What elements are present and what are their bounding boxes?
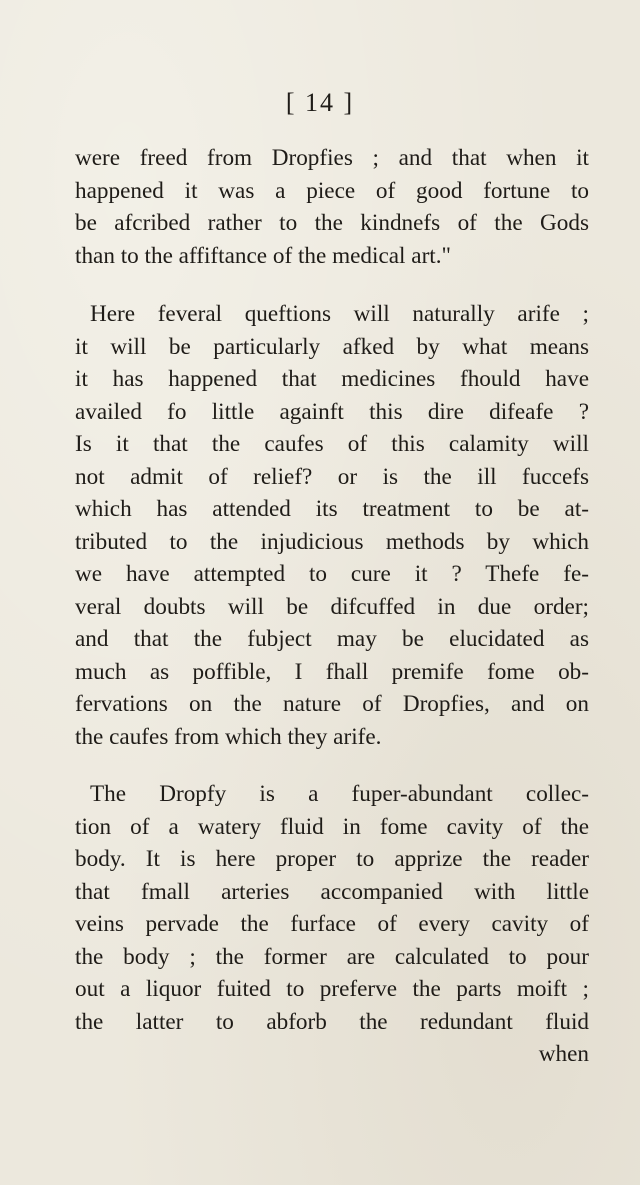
text-line: body. It is here proper to apprize the reader bbox=[75, 846, 589, 872]
text-line: it has happened that medicines fhould have bbox=[75, 366, 589, 392]
text-line: the caufes from which they arife. bbox=[75, 723, 382, 750]
text-line: the latter to abforb the redundant fluid bbox=[75, 1008, 589, 1035]
text-line: and that the fubject may be elucidated as bbox=[75, 626, 589, 652]
page-number: [ 14 ] bbox=[285, 88, 355, 117]
text-line: be afcribed rather to the kindnefs of the Gods bbox=[75, 210, 589, 236]
text-line: happened it was a piece of good fortune to bbox=[75, 177, 589, 204]
text-line: much as poffible, I fhall premife fome ob- bbox=[75, 658, 589, 685]
text-line: than to the affiftance of the medical art." bbox=[75, 242, 452, 269]
catchword: when bbox=[538, 1041, 589, 1067]
text-line: out a liquor fuited to preferve the parts moift ; bbox=[75, 976, 589, 1002]
text-line: Here feveral queftions will naturally arife ; bbox=[90, 301, 589, 327]
text-line: not admit of relief? or is the ill fuccefs bbox=[75, 463, 589, 490]
text-line: fervations on the nature of Dropfies, and on bbox=[75, 691, 589, 717]
text-line: which has attended its treatment to be at- bbox=[75, 496, 589, 522]
paragraph-3 bbox=[75, 778, 589, 1071]
text-line: were freed from Dropfies ; and that when it bbox=[75, 145, 589, 171]
paragraph-2 bbox=[75, 298, 589, 753]
text-line: The Dropfy is a fuper-abundant collec- bbox=[90, 781, 589, 807]
paragraph-1 bbox=[75, 142, 589, 272]
text-line: that fmall arteries accompanied with little bbox=[75, 878, 589, 905]
text-line: it will be particularly afked by what means bbox=[75, 333, 589, 360]
text-line: we have attempted to cure it ? Thefe fe- bbox=[75, 561, 589, 587]
text-line: availed fo little againft this dire difeafe ? bbox=[75, 398, 589, 425]
text-line: veral doubts will be difcuffed in due order; bbox=[75, 593, 589, 620]
text-line: the body ; the former are calculated to pour bbox=[75, 943, 589, 970]
text-line: tributed to the injudicious methods by which bbox=[75, 528, 589, 555]
text-line: veins pervade the furface of every cavity of bbox=[75, 911, 589, 937]
text-line: tion of a watery fluid in fome cavity of the bbox=[75, 813, 589, 840]
text-line: Is it that the caufes of this calamity will bbox=[75, 431, 589, 457]
